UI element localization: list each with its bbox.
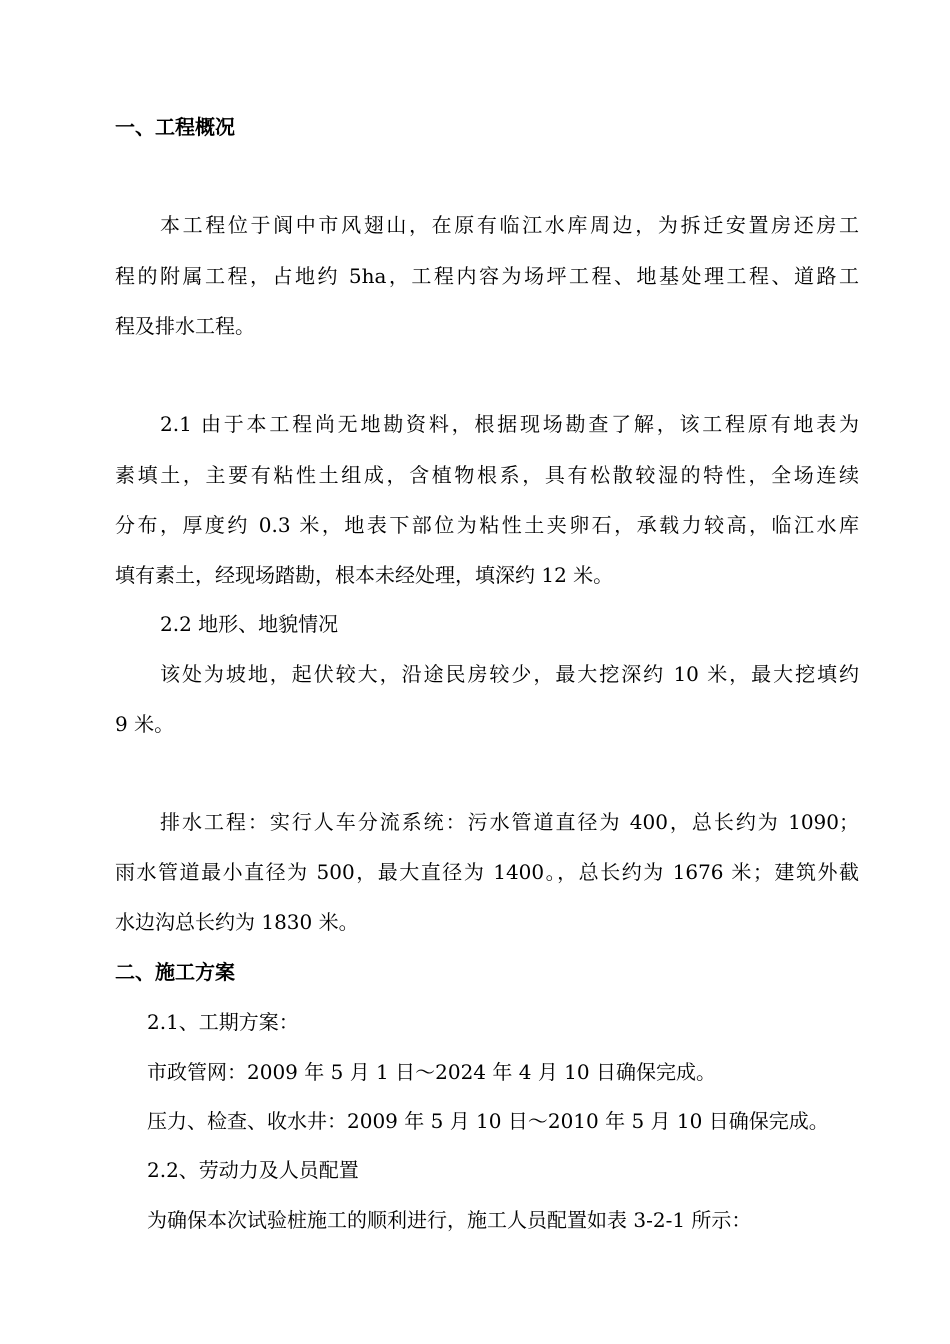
paragraph-line: 本工程位于阆中市风翅山，在原有临江水库周边，为拆迁安置房还房工 bbox=[160, 213, 859, 237]
paragraph-line: 分布，厚度约 0.3 米，地表下部位为粘性土夹卵石，承载力较高，临江水库 bbox=[115, 513, 859, 537]
section-2-heading: 二、施工方案 bbox=[115, 960, 235, 984]
paragraph-line: 填有素土，经现场踏勘，根本未经处理，填深约 12 米。 bbox=[115, 563, 614, 587]
section-1-heading: 一、工程概况 bbox=[115, 115, 235, 139]
paragraph-line: 雨水管道最小直径为 500，最大直径为 1400。，总长约为 1676 米；建筑外截 bbox=[115, 860, 859, 884]
labor-paragraph: 为确保本次试验桩施工的顺利进行，施工人员配置如表 3-2-1 所示： bbox=[147, 1208, 752, 1232]
paragraph-line: 水边沟总长约为 1830 米。 bbox=[115, 910, 359, 934]
paragraph-line: 该处为坡地，起伏较大，沿途民房较少，最大挖深约 10 米，最大挖填约 bbox=[160, 662, 859, 686]
schedule-subheading: 2.1、工期方案： bbox=[147, 1010, 299, 1034]
paragraph-line: 排水工程：实行人车分流系统：污水管道直径为 400，总长约为 1090； bbox=[160, 810, 859, 834]
paragraph-line: 素填土，主要有粘性土组成，含植物根系，具有松散较湿的特性，全场连续 bbox=[115, 463, 859, 487]
paragraph-line: 2.1 由于本工程尚无地勘资料，根据现场勘查了解，该工程原有地表为 bbox=[160, 412, 859, 436]
paragraph-line: 9 米。 bbox=[115, 712, 175, 736]
schedule-line-municipal: 市政管网：2009 年 5 月 1 日～2024 年 4 月 10 日确保完成。 bbox=[147, 1060, 716, 1084]
labor-subheading: 2.2、劳动力及人员配置 bbox=[147, 1158, 359, 1182]
terrain-subheading: 2.2 地形、地貌情况 bbox=[160, 612, 339, 636]
paragraph-line: 程及排水工程。 bbox=[115, 314, 255, 338]
schedule-line-wells: 压力、检查、收水井：2009 年 5 月 10 日～2010 年 5 月 10 日确保完成。 bbox=[147, 1109, 829, 1133]
paragraph-line: 程的附属工程，占地约 5ha，工程内容为场坪工程、地基处理工程、道路工 bbox=[115, 264, 859, 288]
